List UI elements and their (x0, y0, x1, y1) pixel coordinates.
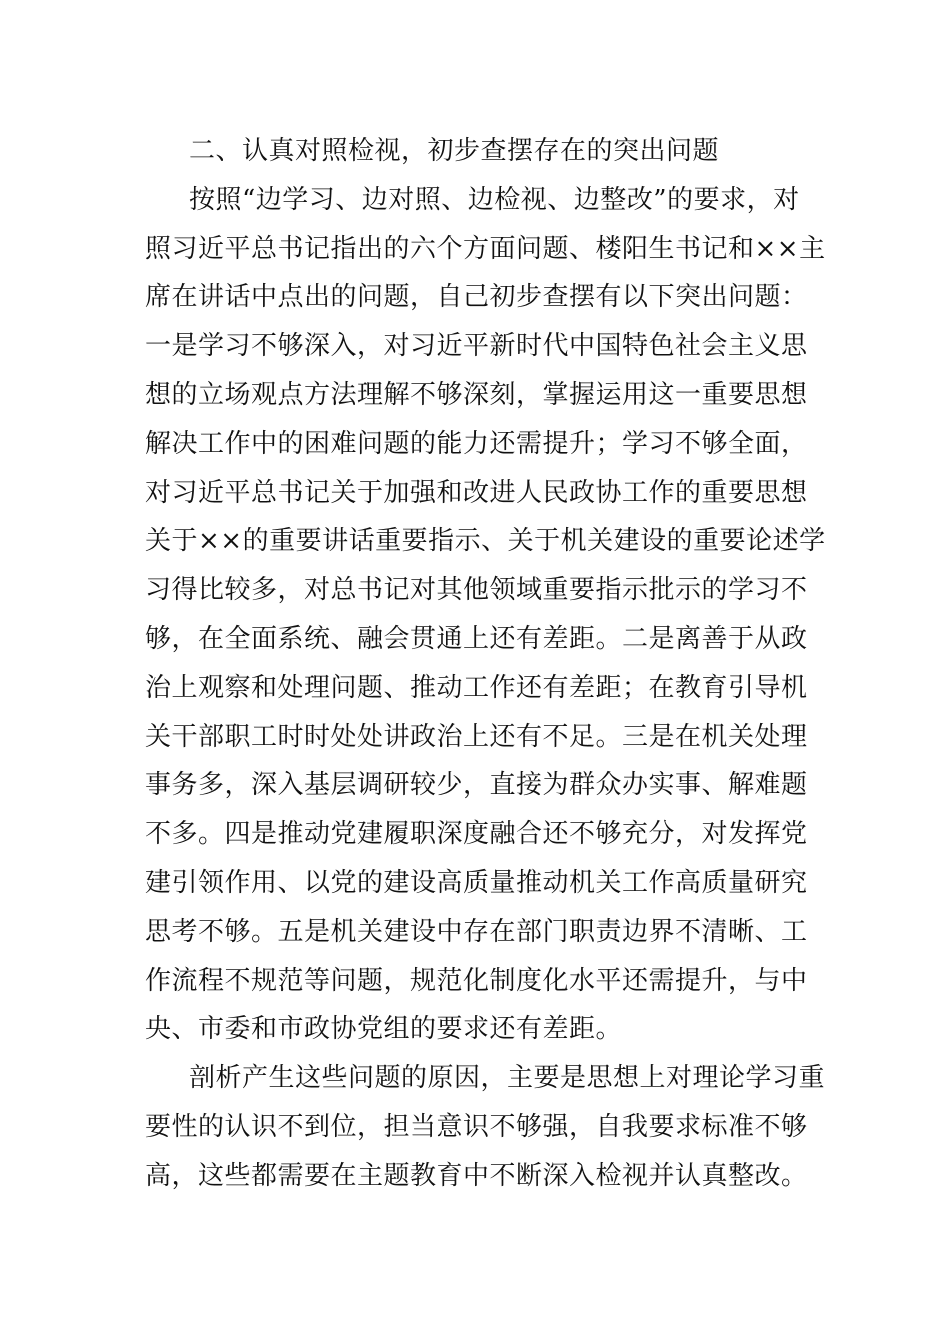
text-line: 事务多，深入基层调研较少，直接为群众办实事、解难题 (145, 770, 808, 801)
text-line: 思考不够。五是机关建设中存在部门职责边界不清晰、工 (145, 916, 808, 947)
text-line: 高，这些都需要在主题教育中不断深入检视并认真整改。 (145, 1160, 808, 1191)
text-line: 一是学习不够深入，对习近平新时代中国特色社会主义思 (145, 331, 808, 362)
text-line: 作流程不规范等问题，规范化制度化水平还需提升，与中 (145, 965, 808, 996)
text-line: 建引领作用、以党的建设高质量推动机关工作高质量研究 (145, 867, 808, 898)
text-line: 要性的认识不到位，担当意识不够强，自我要求标准不够 (145, 1111, 808, 1142)
text-line: 按照“边学习、边对照、边检视、边整改”的要求，对 (189, 184, 800, 215)
paragraph-problems (145, 176, 826, 1054)
document-body (145, 127, 826, 1201)
text-line: 不多。四是推动党建履职深度融合还不够充分，对发挥党 (145, 819, 808, 850)
text-line: 照习近平总书记指出的六个方面问题、楼阳生书记和××主 (145, 233, 826, 264)
section-heading: 二、认真对照检视，初步查摆存在的突出问题 (189, 136, 720, 166)
text-line: 对习近平总书记关于加强和改进人民政协工作的重要思想 (145, 477, 808, 508)
text-line: 解决工作中的困难问题的能力还需提升；学习不够全面， (145, 428, 808, 459)
text-line: 关于××的重要讲话重要指示、关于机关建设的重要论述学 (145, 526, 826, 557)
paragraph-causes (145, 1054, 826, 1200)
text-line: 想的立场观点方法理解不够深刻，掌握运用这一重要思想 (145, 379, 808, 410)
text-line: 习得比较多，对总书记对其他领域重要指示批示的学习不 (145, 575, 808, 606)
text-line: 剖析产生这些问题的原因，主要是思想上对理论学习重 (189, 1063, 826, 1094)
text-line: 治上观察和处理问题、推动工作还有差距；在教育引导机 (145, 672, 808, 703)
text-line: 席在讲话中点出的问题，自己初步查摆有以下突出问题： (145, 282, 808, 313)
text-line: 关干部职工时时处处讲政治上还有不足。三是在机关处理 (145, 721, 808, 752)
text-line: 够，在全面系统、融会贯通上还有差距。二是离善于从政 (145, 623, 808, 654)
text-line: 央、市委和市政协党组的要求还有差距。 (145, 1014, 623, 1045)
